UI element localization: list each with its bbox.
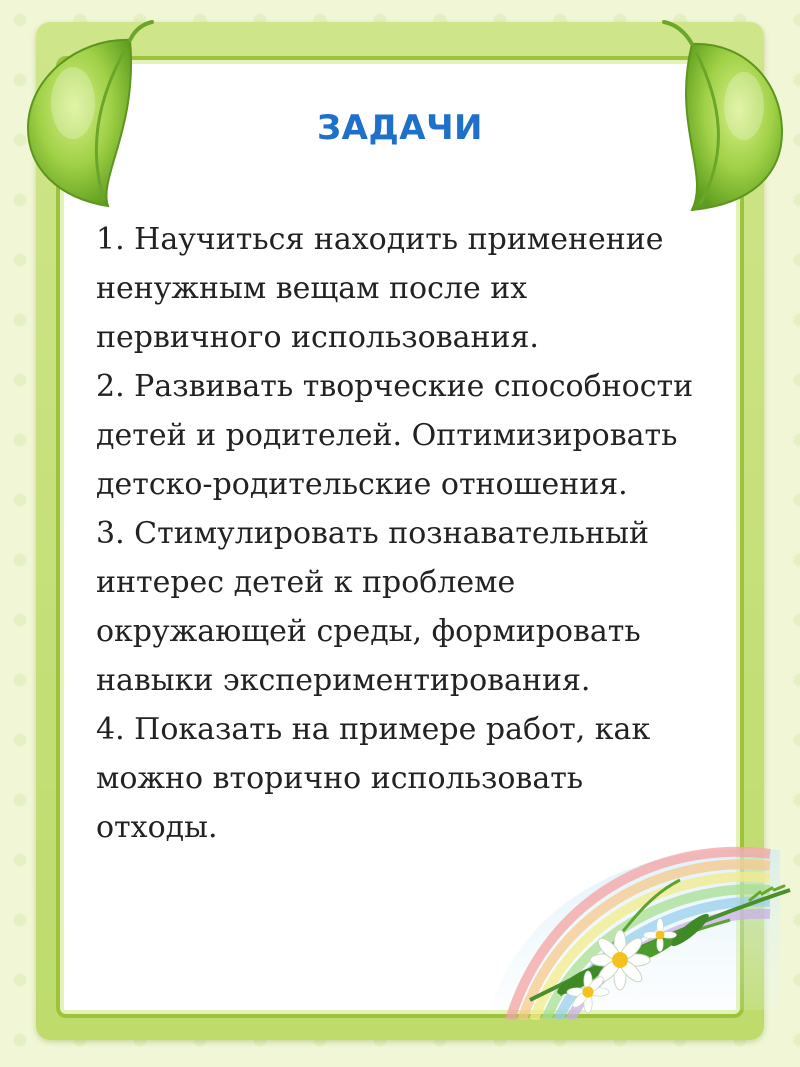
slide-title: ЗАДАЧИ xyxy=(317,108,483,148)
rainbow-icon xyxy=(470,820,800,1020)
slide-body-text: 1. Научиться находить применение ненужным вещам после их первичного использования. 2. Развивать творческие способности детей и родителей. Оптимизировать детско-родительские отношения. 3. Стимулировать познавательный интерес детей к проблеме окружающей среды, формировать навыки экспериментирования. 4. Показать на примере работ, как можно вторично использовать отходы. xyxy=(96,222,694,845)
